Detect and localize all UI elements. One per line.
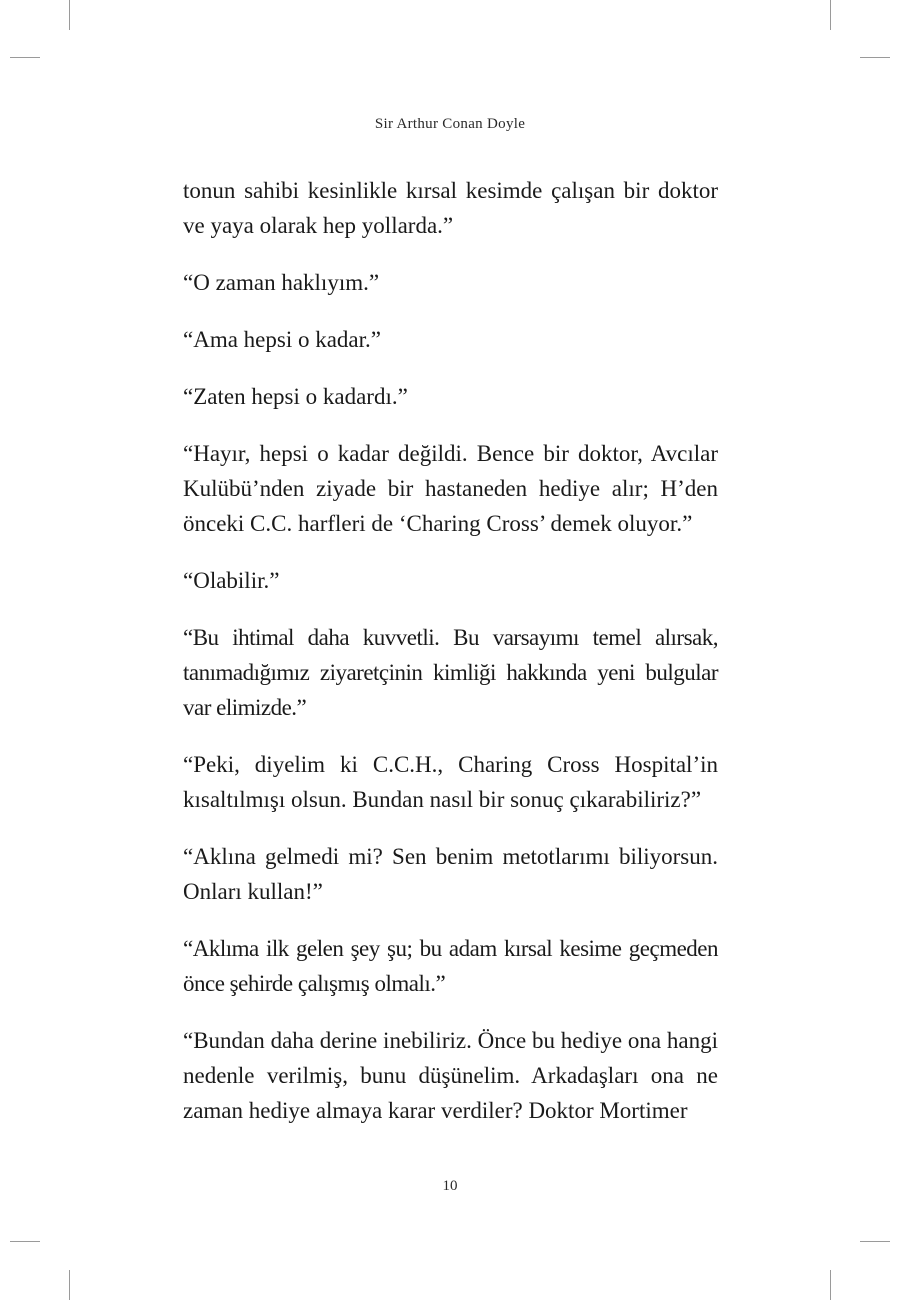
paragraph: tonun sahibi kesinlikle kırsal kesimde çalışan bir doktor ve yaya olarak hep yollarda.” <box>183 178 718 238</box>
running-head: Sir Arthur Conan Doyle <box>374 116 526 132</box>
crop-mark-bottom-right <box>830 1270 831 1300</box>
paragraph: “Aklına gelmedi mi? Sen benim metotlarımı biliyorsun. Onları kullan!” <box>183 844 718 904</box>
paragraph: “Olabilir.” <box>183 568 280 593</box>
paragraph: “Peki, diyelim ki C.C.H., Charing Cross Hospital’in kısaltılmışı olsun. Bundan nasıl bir sonuç çıkarabiliriz?” <box>183 752 718 812</box>
paragraph: “Aklıma ilk gelen şey şu; bu adam kırsal kesime geçmeden önce şehirde çalışmış olmalı.” <box>183 936 718 996</box>
paragraph: “O zaman haklıyım.” <box>183 270 380 295</box>
crop-mark-top-right <box>830 0 831 30</box>
crop-mark-left-bottom <box>10 1241 40 1242</box>
paragraph: “Bu ihtimal daha kuvvetli. Bu varsayımı temel alırsak, tanımadığımız ziyaretçinin kimliği hakkında yeni bulgular var elimizde.” <box>183 625 718 720</box>
paragraph: “Hayır, hepsi o kadar değildi. Bence bir doktor, Avcılar Kulübü’nden ziyade bir hastaneden hediye alır; H’den önceki C.C. harfleri de ‘Charing Cross’ demek oluyor.” <box>183 441 718 536</box>
page-number: 10 <box>442 1178 458 1194</box>
crop-mark-right-bottom <box>860 1241 890 1242</box>
body-text <box>183 173 718 1150</box>
paragraph: “Bundan daha derine inebiliriz. Önce bu hediye ona hangi nedenle verilmiş, bunu düşünelim. Arkadaşları ona ne zaman hediye almaya karar verdiler? Doktor Mortimer <box>183 1028 718 1123</box>
crop-mark-bottom-left <box>69 1270 70 1300</box>
crop-mark-left-top <box>10 57 40 58</box>
paragraph: “Ama hepsi o kadar.” <box>183 327 381 352</box>
paragraph: “Zaten hepsi o kadardı.” <box>183 384 408 409</box>
crop-mark-right-top <box>860 57 890 58</box>
crop-mark-top-left <box>69 0 70 30</box>
